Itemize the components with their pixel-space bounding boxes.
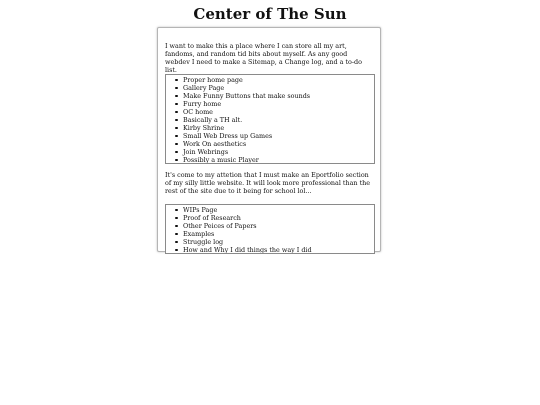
list-item: Proper home page — [183, 76, 374, 84]
list-item: Proof of Research — [183, 214, 374, 222]
todo-list-box[interactable] — [165, 74, 375, 164]
list-item: Make Funny Buttons that make sounds — [183, 92, 374, 100]
list-item: Other Peices of Papers — [183, 222, 374, 230]
eportfolio-list-box[interactable] — [165, 204, 375, 254]
eportfolio-list — [166, 205, 374, 254]
page-title: Center of The Sun — [193, 5, 347, 23]
list-item: Struggle log — [183, 238, 374, 246]
list-item: Join Webrings — [183, 148, 374, 156]
eportfolio-paragraph: It's come to my attetion that I must make an Eportfolio section of my silly little website. It will look more professional than the rest of the site due to it being for school lol... — [165, 171, 371, 195]
list-item: WIPs Page — [183, 206, 374, 214]
list-item: Examples — [183, 230, 374, 238]
list-item: Work On aesthetics — [183, 140, 374, 148]
list-item: Possibly a music Player — [183, 156, 374, 164]
list-item: Kirby Shrine — [183, 124, 374, 132]
list-item: Basically a TH alt. — [183, 116, 374, 124]
list-item: OC home — [183, 108, 374, 116]
list-item: Gallery Page — [183, 84, 374, 92]
content-panel — [157, 27, 381, 252]
intro-paragraph: I want to make this a place where I can store all my art, fandoms, and random tid bits about myself. As any good webdev I need to make a Sitemap, a Change log, and a to-do list. — [165, 42, 362, 74]
todo-list — [166, 75, 374, 164]
list-item: Furry home — [183, 100, 374, 108]
list-item: How and Why I did things the way I did — [183, 246, 374, 254]
list-item: Small Web Dress up Games — [183, 132, 374, 140]
